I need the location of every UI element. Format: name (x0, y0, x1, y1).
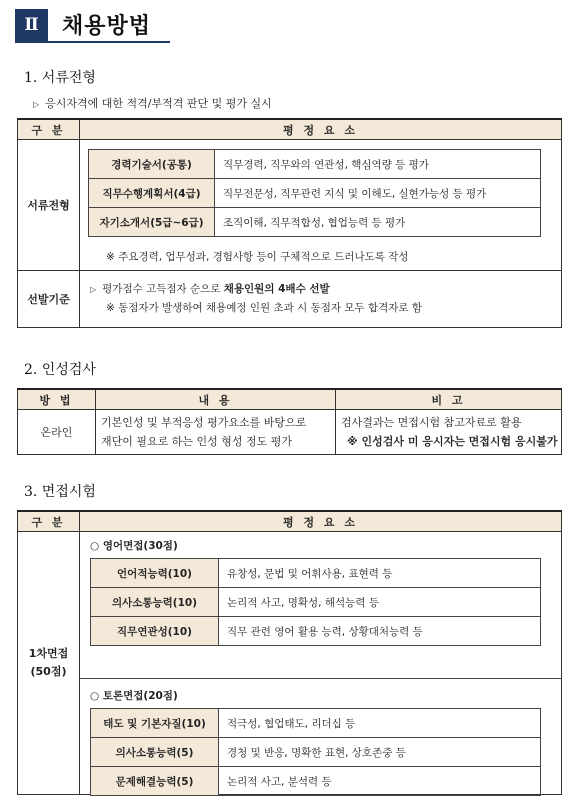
circle-icon: ○ (90, 540, 100, 552)
item-name: 경력기술서(공통) (89, 150, 215, 179)
item-desc: 논리적 사고, 명확성, 해석능력 등 (219, 588, 541, 617)
document-items-table (88, 149, 541, 237)
col-header-content: 내 용 (96, 389, 336, 410)
content-line-1: 기본인성 및 부적응성 평가요소를 바탕으로 (101, 416, 307, 429)
row-label-interview (18, 532, 80, 795)
section-1-bullet (33, 95, 272, 111)
page-title: 채용방법 (62, 14, 152, 39)
item-desc: 직무전문성, 직무관련 지식 및 이해도, 실현가능성 등 평가 (215, 179, 541, 208)
interview-label-line-2: (50점) (30, 665, 67, 678)
circle-icon: ○ (90, 690, 100, 702)
interview-label-line-1: 1차면접 (28, 647, 69, 660)
english-interview-label: 영어면접(30점) (102, 540, 178, 552)
item-name: 자기소개서(5급~6급) (89, 208, 215, 237)
criteria-cell (80, 271, 562, 328)
criteria-text: 평가점수 고득점자 순으로 (102, 283, 224, 295)
item-desc: 직무 관련 영어 활용 능력, 상황대처능력 등 (219, 617, 541, 646)
criteria-line-1 (90, 281, 330, 296)
item-name: 문제해결능력(5) (91, 767, 219, 796)
item-desc: 유창성, 문법 및 어휘사용, 표현력 등 (219, 559, 541, 588)
item-name: 태도 및 기본자질(10) (91, 709, 219, 738)
item-name: 직무수행계획서(4급) (89, 179, 215, 208)
document-note: ※ 주요경력, 업무성과, 경험사항 등이 구체적으로 드러나도록 작성 (106, 251, 409, 263)
col-header-method: 방 법 (18, 389, 96, 410)
note-cell (336, 410, 562, 455)
roman-numeral: Ⅱ (24, 15, 39, 35)
item-desc: 적극성, 협업태도, 리더십 등 (219, 709, 541, 738)
item-name: 의사소통능력(10) (91, 588, 219, 617)
triangle-bullet-icon: ▷ (33, 100, 40, 109)
group-divider (80, 678, 562, 679)
section-2-title: 2. 인성검사 (24, 362, 96, 378)
col-header-elements: 평 정 요 소 (80, 119, 562, 140)
section-1-bullet-text: 응시자격에 대한 적격/부적격 판단 및 평가 실시 (45, 97, 272, 110)
row-label-criteria: 선발기준 (18, 271, 80, 328)
debate-interview-title (90, 688, 178, 703)
english-interview-title (90, 538, 178, 553)
item-desc: 경청 및 반응, 명확한 표현, 상호존중 등 (219, 738, 541, 767)
english-items-table (90, 558, 541, 646)
row-label-document: 서류전형 (18, 140, 80, 271)
document-elements-cell (80, 140, 562, 271)
section-number-badge (15, 9, 48, 41)
section-1-title: 1. 서류전형 (24, 70, 96, 86)
col-header-elements: 평 정 요 소 (80, 511, 562, 532)
item-name: 직무연관성(10) (91, 617, 219, 646)
item-desc: 논리적 사고, 분석력 등 (219, 767, 541, 796)
document-screening-table (17, 118, 562, 328)
method-cell: 온라인 (18, 410, 96, 455)
debate-items-table (90, 708, 541, 796)
content-line-2: 재단이 필요로 하는 인성 형성 정도 평가 (101, 435, 292, 448)
col-header-note: 비 고 (336, 389, 562, 410)
debate-interview-label: 토론면접(20점) (102, 690, 178, 702)
item-name: 의사소통능력(5) (91, 738, 219, 767)
item-desc: 조직이해, 직무적합성, 협업능력 등 평가 (215, 208, 541, 237)
personality-test-table (17, 388, 562, 455)
triangle-bullet-icon: ▷ (90, 285, 97, 294)
item-desc: 직무경력, 직무와의 연관성, 핵심역량 등 평가 (215, 150, 541, 179)
interview-table (17, 510, 562, 795)
col-header-group: 구 분 (18, 119, 80, 140)
col-header-group: 구 분 (18, 511, 80, 532)
content-cell (96, 410, 336, 455)
interview-elements-cell (80, 532, 562, 795)
section-3-title: 3. 면접시험 (24, 484, 96, 500)
title-underline (15, 41, 170, 43)
note-line-1: 검사결과는 면접시험 참고자료로 활용 (341, 416, 522, 429)
criteria-emphasis: 채용인원의 4배수 선발 (223, 283, 330, 295)
note-line-2: ※ 인성검사 미 응시자는 면접시험 응시불가 (347, 435, 558, 448)
criteria-line-2: ※ 동점자가 발생하여 채용예정 인원 초과 시 동점자 모두 합격자로 함 (106, 302, 423, 314)
item-name: 언어적능력(10) (91, 559, 219, 588)
